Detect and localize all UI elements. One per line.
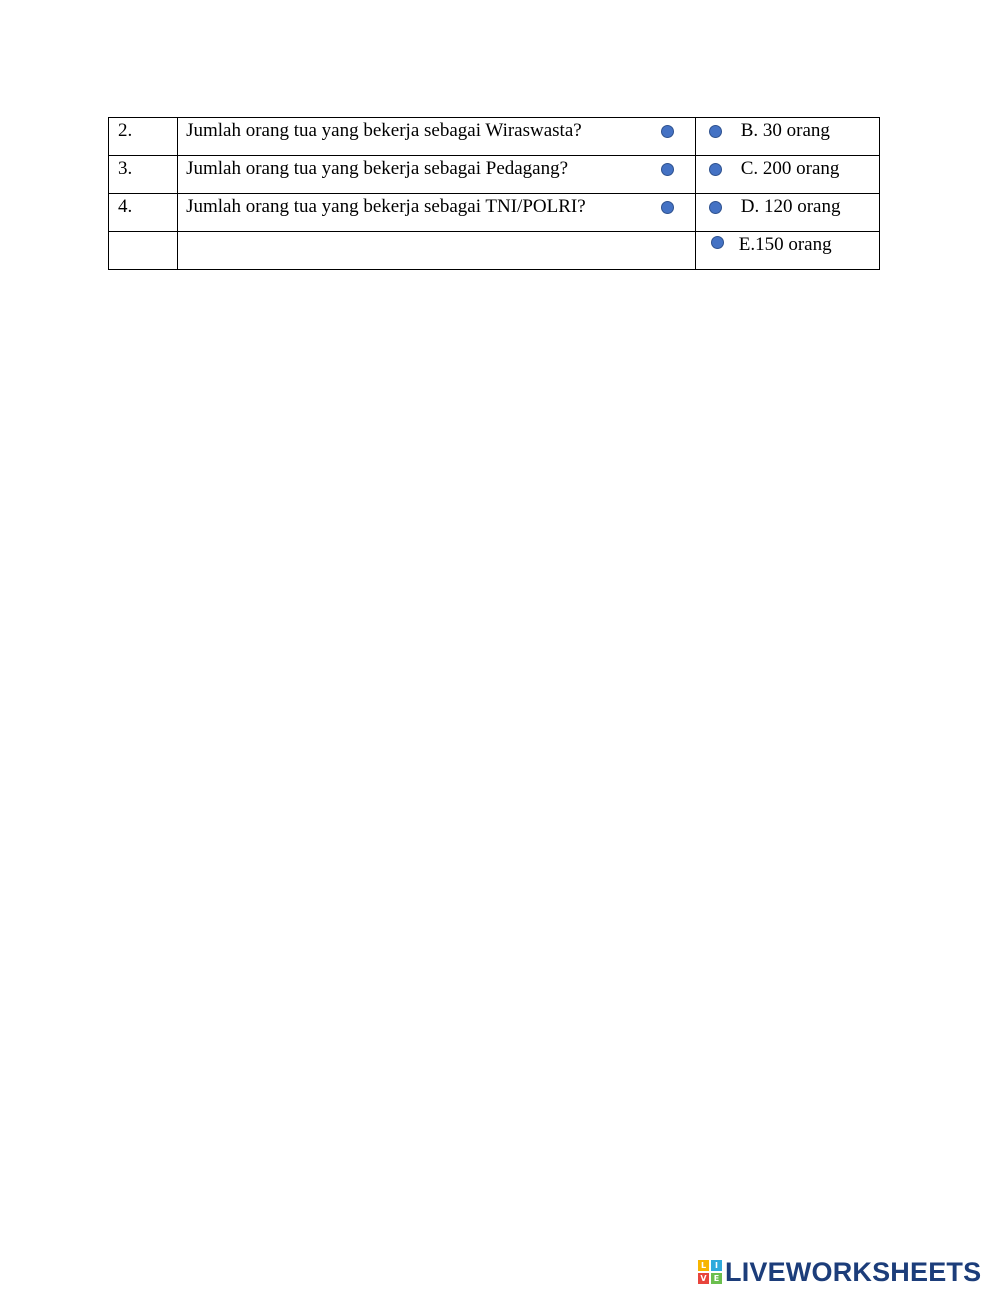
liveworksheets-logo xyxy=(698,1258,981,1286)
answer-match-dot[interactable] xyxy=(709,201,722,214)
question-match-dot[interactable] xyxy=(661,201,674,214)
logo-block-l: L xyxy=(698,1260,709,1271)
number-cell xyxy=(109,118,178,156)
question-text: Jumlah orang tua yang bekerja sebagai TNI/POLRI? xyxy=(186,196,586,217)
question-cell xyxy=(178,232,696,270)
number-cell xyxy=(109,232,178,270)
number-cell xyxy=(109,194,178,232)
logo-block-v: V xyxy=(698,1273,709,1284)
answer-text: E.150 orang xyxy=(738,234,832,255)
answer-match-dot[interactable] xyxy=(709,163,722,176)
answer-cell xyxy=(695,118,879,156)
answer-cell xyxy=(695,194,879,232)
answer-match-dot[interactable] xyxy=(711,236,724,249)
question-number: 4. xyxy=(118,196,133,217)
answer-text: B. 30 orang xyxy=(740,120,830,141)
question-text: Jumlah orang tua yang bekerja sebagai Wiraswasta? xyxy=(186,120,582,141)
question-number: 2. xyxy=(118,120,133,141)
answer-cell xyxy=(695,156,879,194)
question-cell xyxy=(178,194,696,232)
number-cell xyxy=(109,156,178,194)
question-number: 3. xyxy=(118,158,133,179)
table-row xyxy=(109,118,880,156)
question-cell xyxy=(178,118,696,156)
logo-blocks-icon xyxy=(698,1260,722,1284)
table-row xyxy=(109,156,880,194)
answer-text: C. 200 orang xyxy=(740,158,840,179)
question-text: Jumlah orang tua yang bekerja sebagai Pedagang? xyxy=(186,158,569,179)
question-match-dot[interactable] xyxy=(661,163,674,176)
logo-block-e: E xyxy=(711,1273,722,1284)
question-cell xyxy=(178,156,696,194)
table-row xyxy=(109,194,880,232)
answer-text: D. 120 orang xyxy=(740,196,841,217)
question-match-dot[interactable] xyxy=(661,125,674,138)
answer-cell xyxy=(695,232,879,270)
answer-match-dot[interactable] xyxy=(709,125,722,138)
logo-block-i: I xyxy=(711,1260,722,1271)
matching-table xyxy=(108,117,880,270)
logo-text: LIVEWORKSHEETS xyxy=(725,1257,982,1287)
table-row xyxy=(109,232,880,270)
